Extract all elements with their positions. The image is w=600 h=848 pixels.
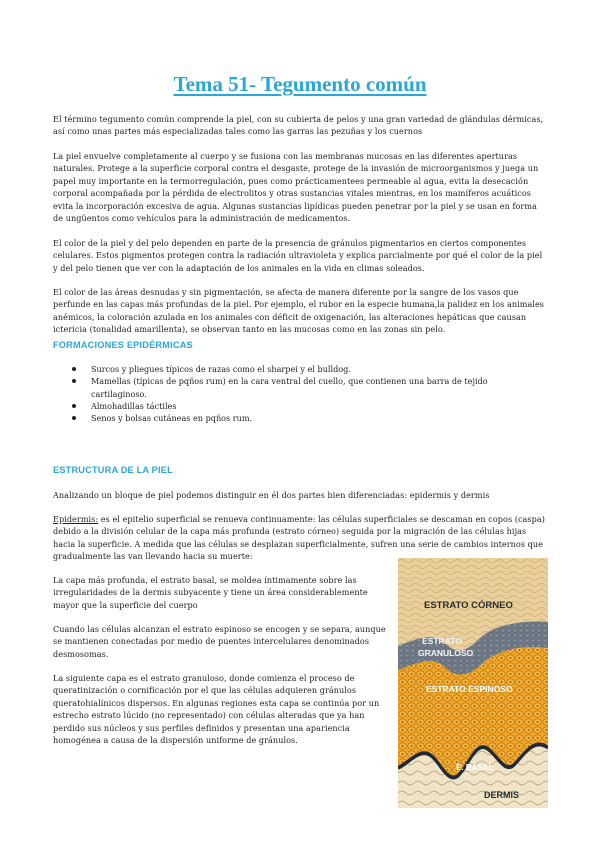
formaciones-list: [72, 363, 542, 424]
epidermis-text: es el epitelio superficial se renueva continuamente: las células superficiales se descaman en copos (caspa) debido a la división celular de la capa más profunda (estrato córneo) seguida por la migración de las células hijas hacia la superficie. A medida que las células se desplazan superficialmente, sufren una serie de cambios internos que gradualmente las van llevando hacia su muerte:: [53, 514, 545, 562]
bullet-icon: [72, 379, 76, 383]
list-item-text: Almohadillas táctiles: [91, 400, 177, 411]
paragraph-intro: El término tegumento común comprende la piel, con su cubierta de pelos y una gran variedad de glándulas dérmicas, así como unas partes más especializadas tales como las garras las pezuñas y los cuernos: [53, 114, 544, 137]
page-title: Tema 51- Tegumento común: [173, 72, 427, 96]
list-item: [72, 363, 542, 375]
paragraph-estrato-basal: La capa más profunda, el estrato basal, se moldea íntimamente sobre las irregularidades de la dermis subyacente y tiene un área considerablemente mayor que la superficie del cuerpo: [53, 575, 368, 610]
label-estrato-basal: E. BASAL: [456, 763, 494, 772]
paragraph-estrato-granuloso: La siguiente capa es el estrato granuloso, donde comienza el proceso de queratinización o cornificación por el que las células adquieren gránulos queratohialínicos dispersos. En algunas regiones esta capa se continúa por un estrecho estrato lúcido (no representado) con células alteradas que ya han perdido sus núcleos y sus perfiles definidos y presentan una apariencia homogénea a causa de la dispersión uniforme de gránulos.: [53, 673, 380, 746]
bullet-icon: [72, 367, 76, 371]
paragraph-piel-funciones: La piel envuelve completamente al cuerpo y se fusiona con las membranas mucosas en las diferentes aperturas naturales. Protege a la superficie corporal contra el desgaste, protege de la invasión de microorganismos y juega un papel muy importante en la termorregulación, pues como prácticamentees permeable al agua, evita la desecación corporal acompañada por la pérdida de electrolitos y otras sustancias vitales mientras, en los mamíferos acuáticos evita la incorporación excesiva de agua. Algunas sustancias lipídicas pueden penetrar por la piel y se usan en forma de ungüentos como vehículos para la administración de medicamentos.: [53, 151, 539, 224]
skin-layers-illustration: [398, 558, 548, 808]
paragraph-estructura-intro: Analizando un bloque de piel podemos distinguir en él dos partes bien diferenciadas: epidermis y dermis: [53, 490, 490, 500]
paragraph-epidermis: [53, 513, 548, 563]
paragraph-color-pigmentos: El color de la piel y del pelo dependen en parte de la presencia de gránulos pigmentarios en ciertos componentes celulares. Estos pigmentos protegen contra la radiación ultravioleta y explica parcialmente por qué el color de la piel y del pelo tienen que ver con la adaptación de los animales en la vida en climas soleados.: [53, 238, 543, 273]
label-estrato-espinoso: ESTRATO ESPINOSO: [426, 684, 513, 694]
bullet-icon: [72, 404, 76, 408]
list-item: [72, 375, 542, 400]
list-item: [72, 400, 542, 412]
label-dermis: DERMIS: [484, 790, 520, 800]
label-estrato-granuloso-line1: ESTRATO: [422, 636, 462, 646]
label-estrato-granuloso-line2: GRANULOSO: [418, 648, 474, 658]
paragraph-color-areas-desnudas: El color de las áreas desnudas y sin pigmentación, se afecta de manera diferente por la sangre de los vasos que perfunde en las capas más profundas de la piel. Por ejemplo, el rubor en la especie humana,la palidez en los animales anémicos, la coloración azulada en los animales con déficit de oxigenación, las alteraciones hepáticas que causan ictericia (tonalidad amarillenta), se observan tanto en las mucosas como en las zonas sin pelo.: [53, 287, 544, 335]
list-item: [72, 412, 542, 424]
label-estrato-corneo: ESTRATO CÓRNEO: [424, 600, 513, 611]
list-item-text: Surcos y pliegues típicos de razas como el sharpei y el bulldog.: [91, 364, 351, 374]
bullet-icon: [72, 416, 76, 420]
skin-layers-figure: [398, 558, 548, 808]
epidermis-label: Epidermis:: [53, 514, 99, 524]
heading-formaciones-epidermicas: FORMACIONES EPIDÉRMICAS: [53, 340, 193, 350]
list-item-text: Senos y bolsas cutáneas en pqños rum.: [91, 413, 253, 424]
paragraph-estrato-espinoso: Cuando las células alcanzan el estrato espinoso se encogen y se separa, aunque se mantienen conectadas por medio de puentes intercelulares denominados desmosomas.: [53, 624, 386, 659]
heading-estructura-piel: ESTRUCTURA DE LA PIEL: [53, 465, 173, 475]
list-item-text: Mamellas (típicas de pqños rum) en la cara ventral del cuello, que contienen una barra de tejido cartilaginoso.: [91, 376, 488, 399]
